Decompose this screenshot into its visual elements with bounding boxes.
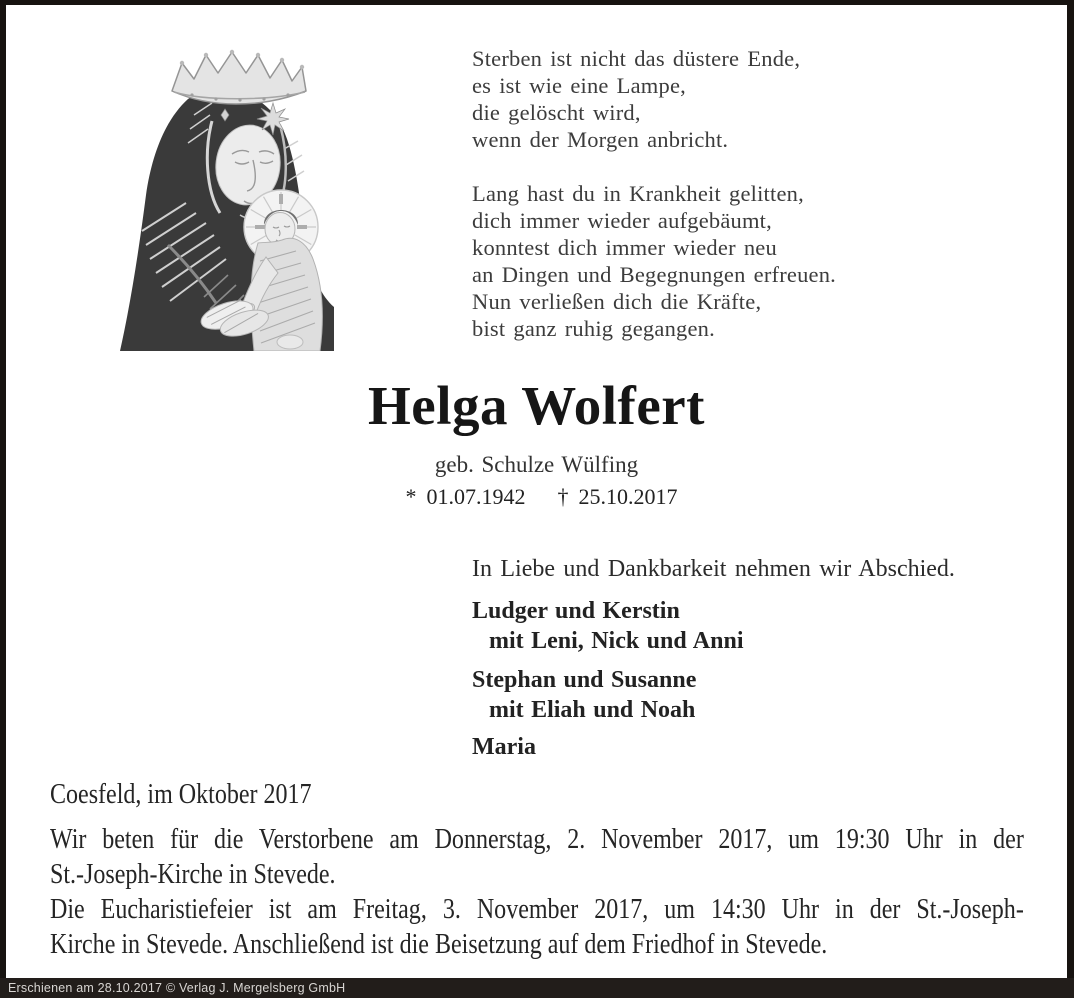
poem-line: Nun verließen dich die Kräfte, — [472, 289, 762, 314]
prayer-service-paragraph — [50, 822, 1024, 892]
life-dates — [6, 484, 1067, 510]
poem-line: konntest dich immer wieder neu — [472, 235, 777, 260]
mourner-line: Maria — [472, 734, 536, 760]
maiden-name: geb. Schulze Wülfing — [434, 452, 639, 477]
mourner-line: mit Eliah und Noah — [489, 697, 696, 723]
poem-line: bist ganz ruhig gegangen. — [472, 316, 715, 341]
poem-line: Lang hast du in Krankheit gelitten, — [472, 181, 804, 206]
death-date: 25.10.2017 — [578, 484, 678, 509]
death-symbol: † — [557, 484, 569, 509]
poem-stanza-1 — [472, 45, 836, 153]
poem-line: es ist wie eine Lampe, — [472, 73, 686, 98]
publisher-footer — [0, 978, 1074, 998]
paragraph-line: Kirche in Stevede. Anschließend ist die Beisetzung auf dem Friedhof in Stevede. — [50, 929, 828, 960]
paragraph-line: Die Eucharistiefeier ist am Freitag, 3. November 2017, um 14:30 Uhr in der St.-Joseph- — [50, 894, 1024, 925]
poem-line: dich immer wieder aufgebäumt, — [472, 208, 772, 233]
paragraph-line: Wir beten für die Verstorbene am Donnerstag, 2. November 2017, um 19:30 Uhr in der — [50, 824, 1024, 855]
poem-line: wenn der Morgen anbricht. — [472, 127, 729, 152]
birth-symbol: * — [405, 484, 417, 509]
madonna-and-child-image — [108, 45, 334, 351]
deceased-name: Helga Wolfert — [368, 375, 705, 436]
poem-line: Sterben ist nicht das düstere Ende, — [472, 46, 801, 71]
obituary-sheet — [6, 5, 1067, 978]
place-date-line: Coesfeld, im Oktober 2017 — [50, 779, 312, 810]
poem-line: die gelöscht wird, — [472, 100, 641, 125]
mourner-line: Ludger und Kerstin — [472, 598, 680, 624]
poem — [472, 45, 836, 342]
farewell-line: In Liebe und Dankbarkeit nehmen wir Abschied. — [472, 556, 955, 582]
poem-line: an Dingen und Begegnungen erfreuen. — [472, 262, 837, 287]
mourner-line: mit Leni, Nick und Anni — [489, 628, 744, 654]
poem-stanza-2 — [472, 180, 836, 342]
paragraph-line: St.-Joseph-Kirche in Stevede. — [50, 859, 336, 890]
child-feet — [277, 335, 303, 349]
publisher-note: Erschienen am 28.10.2017 © Verlag J. Mergelsberg GmbH — [8, 981, 346, 995]
funeral-paragraph — [50, 892, 1024, 962]
crown-icon — [172, 50, 306, 104]
birth-date: 01.07.1942 — [426, 484, 526, 509]
mourner-line: Stephan und Susanne — [472, 667, 697, 693]
